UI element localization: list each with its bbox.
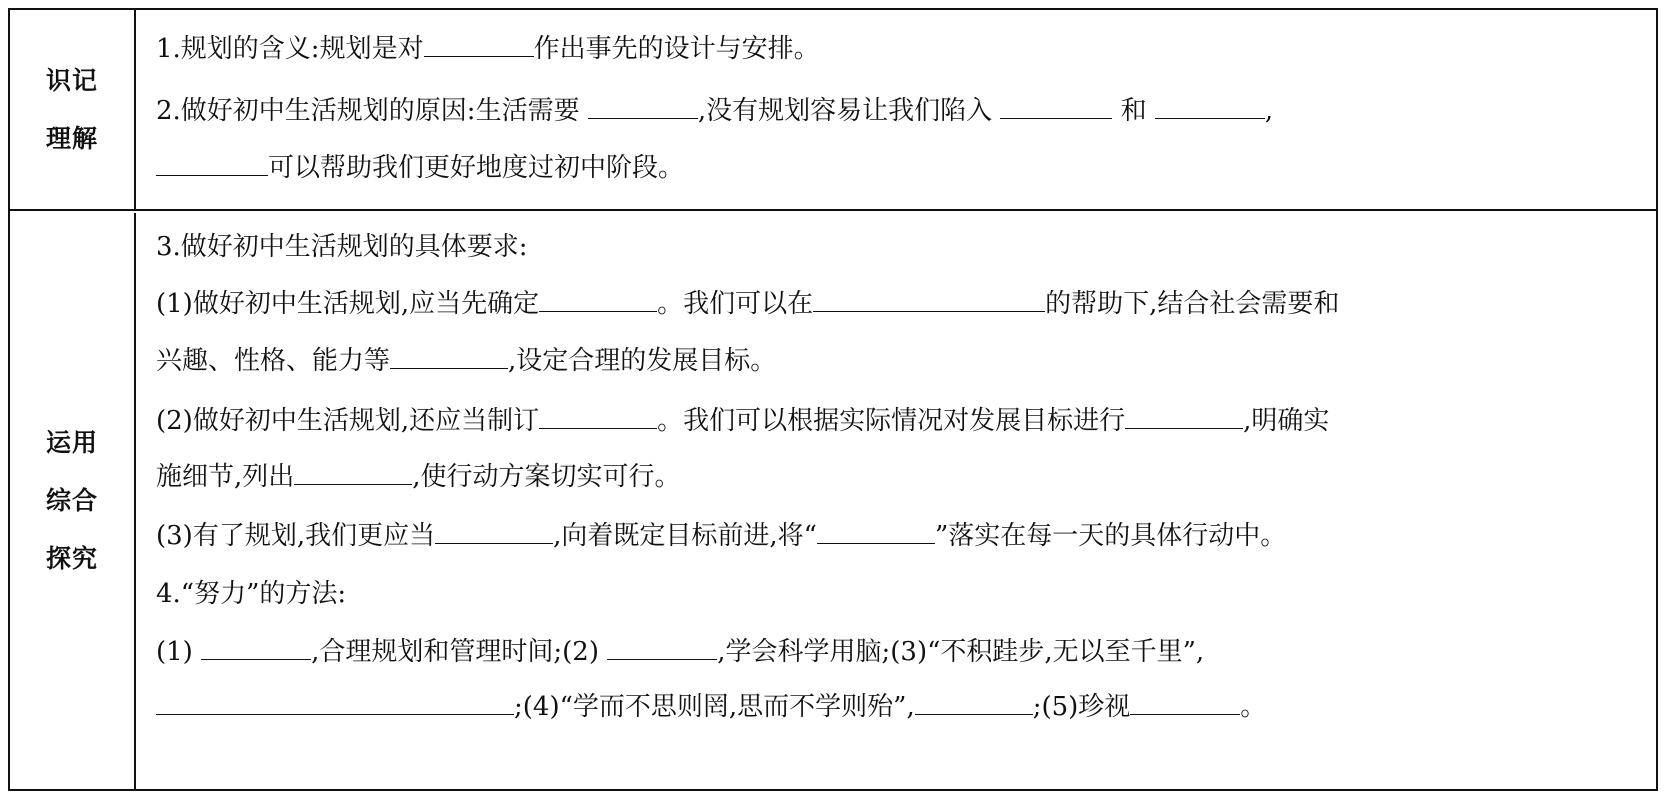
question-3-title — [156, 230, 1642, 264]
answer-blank[interactable] — [588, 94, 698, 119]
question-3-2 — [156, 404, 1642, 438]
question-4-title — [156, 577, 1642, 611]
answer-blank[interactable] — [539, 404, 657, 429]
question-2-cont — [156, 151, 1642, 185]
text: , — [1264, 96, 1274, 126]
text: 2.做好初中生活规划的原因:生活需要 — [156, 96, 580, 126]
question-1 — [156, 32, 1642, 66]
answer-blank[interactable] — [1130, 690, 1240, 715]
text: 兴趣、性格、能力等 — [156, 346, 391, 376]
label-line: 探究 — [45, 544, 98, 573]
text: 。我们可以在 — [657, 289, 814, 319]
question-2 — [156, 94, 1642, 128]
label-line: 运用 — [45, 428, 98, 457]
text: ,设定合理的发展目标。 — [508, 346, 777, 376]
text: 的帮助下,结合社会需要和 — [1045, 289, 1340, 319]
text: 施细节,列出 — [156, 462, 295, 492]
label-line: 识记 — [45, 65, 98, 95]
answer-blank[interactable] — [539, 287, 657, 312]
text: 作出事先的设计与安排。 — [533, 34, 820, 64]
label-line: 综合 — [45, 486, 98, 515]
text: ,没有规划容易让我们陷入 — [697, 96, 993, 126]
answer-blank[interactable] — [424, 32, 534, 57]
text: ;(4)“学而不思则罔,思而不学则殆”, — [514, 692, 915, 722]
text: ,向着既定目标前进,将“ — [553, 521, 817, 551]
answer-blank[interactable] — [1155, 94, 1265, 119]
question-4-line1 — [156, 635, 1642, 669]
text: (3)有了规划,我们更应当 — [156, 521, 436, 551]
question-3-2-cont — [156, 460, 1642, 494]
answer-blank[interactable] — [813, 287, 1045, 312]
answer-blank[interactable] — [201, 635, 311, 660]
text: (1)做好初中生活规划,应当先确定 — [156, 289, 540, 319]
answer-blank[interactable] — [156, 690, 514, 715]
row-label-memorize — [10, 10, 136, 209]
answer-blank[interactable] — [390, 344, 508, 369]
text: 4.“努力”的方法: — [156, 579, 347, 609]
worksheet-table — [8, 8, 1658, 791]
text: 和 — [1120, 96, 1147, 126]
text: ,合理规划和管理时间;(2) — [311, 637, 599, 667]
text: ”落实在每一天的具体行动中。 — [934, 521, 1287, 551]
row-apply-explore — [10, 213, 1656, 789]
answer-blank[interactable] — [607, 635, 717, 660]
answer-blank[interactable] — [915, 690, 1033, 715]
row-memorize-understand — [10, 10, 1656, 211]
text: (1) — [156, 637, 193, 667]
text: 3.做好初中生活规划的具体要求: — [156, 232, 528, 262]
label-line: 理解 — [45, 123, 98, 153]
question-3-3 — [156, 519, 1642, 553]
text: ;(5)珍视 — [1032, 692, 1131, 722]
text: 。我们可以根据实际情况对发展目标进行 — [657, 406, 1126, 436]
answer-blank[interactable] — [156, 151, 268, 176]
text: 1.规划的含义:规划是对 — [156, 34, 424, 64]
question-4-line2 — [156, 690, 1642, 724]
question-3-1 — [156, 287, 1642, 321]
text: 可以帮助我们更好地度过初中阶段。 — [268, 153, 685, 183]
answer-blank[interactable] — [1000, 94, 1112, 119]
text: ,使行动方案切实可行。 — [412, 462, 681, 492]
text: (2)做好初中生活规划,还应当制订 — [156, 406, 540, 436]
question-3-1-cont — [156, 344, 1642, 378]
answer-blank[interactable] — [817, 519, 935, 544]
text: ,明确实 — [1243, 406, 1330, 436]
answer-blank[interactable] — [294, 460, 412, 485]
row-label-apply — [10, 213, 136, 789]
text: ,学会科学用脑;(3)“不积跬步,无以至千里”, — [717, 637, 1205, 667]
answer-blank[interactable] — [435, 519, 553, 544]
answer-blank[interactable] — [1125, 404, 1243, 429]
text: 。 — [1240, 692, 1267, 722]
